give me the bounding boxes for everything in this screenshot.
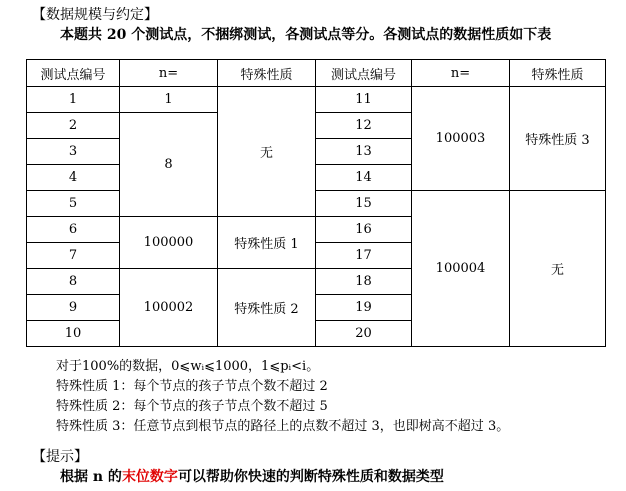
test-id-cell: 20	[316, 321, 412, 347]
test-id-cell: 10	[27, 321, 120, 347]
n-cell: 100002	[120, 269, 218, 347]
table-header-row	[27, 60, 606, 87]
header-cell: 测试点编号	[27, 60, 120, 87]
section-title: 【数据规模与约定】	[32, 7, 158, 23]
n-cell: 100003	[412, 87, 510, 191]
hint-highlight: 末位数字	[121, 469, 178, 485]
test-id-cell: 2	[27, 113, 120, 139]
test-id-cell: 13	[316, 139, 412, 165]
test-id-cell: 12	[316, 113, 412, 139]
test-id-cell: 6	[27, 217, 120, 243]
property-cell: 特殊性质 1	[218, 217, 316, 269]
header-cell: n=	[412, 60, 510, 87]
n-cell: 100000	[120, 217, 218, 269]
test-id-cell: 16	[316, 217, 412, 243]
test-id-cell: 7	[27, 243, 120, 269]
test-id-cell: 11	[316, 87, 412, 113]
test-point-table	[26, 59, 606, 347]
header-cell: 测试点编号	[316, 60, 412, 87]
test-id-cell: 15	[316, 191, 412, 217]
test-id-cell: 3	[27, 139, 120, 165]
n-cell: 100004	[412, 191, 510, 347]
hint-text	[60, 466, 444, 486]
header-cell: 特殊性质	[218, 60, 316, 87]
property-cell: 特殊性质 3	[510, 87, 606, 191]
test-id-cell: 17	[316, 243, 412, 269]
n-cell: 8	[120, 113, 218, 217]
test-id-cell: 1	[27, 87, 120, 113]
property-cell: 无	[510, 191, 606, 347]
n-cell: 1	[120, 87, 218, 113]
test-id-cell: 14	[316, 165, 412, 191]
constraint-note: 对于100%的数据，0⩽wᵢ⩽1000，1⩽pᵢ<i。	[56, 359, 320, 374]
intro-text: 本题共 20 个测试点，不捆绑测试，各测试点等分。各测试点的数据性质如下表	[60, 27, 552, 43]
table-row	[27, 191, 606, 217]
hint-text-after: 可以帮助你快速的判断特殊性质和数据类型	[177, 469, 444, 485]
property-3-note: 特殊性质 3：任意节点到根节点的路径上的点数不超过 3，也即树高不超过 3。	[56, 419, 510, 434]
property-1-note: 特殊性质 1：每个节点的孩子节点个数不超过 2	[56, 379, 328, 394]
hint-title: 【提示】	[32, 449, 88, 465]
test-id-cell: 9	[27, 295, 120, 321]
property-2-note: 特殊性质 2：每个节点的孩子节点个数不超过 5	[56, 399, 328, 414]
test-id-cell: 19	[316, 295, 412, 321]
test-id-cell: 5	[27, 191, 120, 217]
test-id-cell: 18	[316, 269, 412, 295]
hint-text-before: 根据 n 的	[60, 469, 122, 485]
table-row	[27, 87, 606, 113]
header-cell: 特殊性质	[510, 60, 606, 87]
property-cell: 特殊性质 2	[218, 269, 316, 347]
property-cell: 无	[218, 87, 316, 217]
header-cell: n=	[120, 60, 218, 87]
test-id-cell: 4	[27, 165, 120, 191]
test-id-cell: 8	[27, 269, 120, 295]
